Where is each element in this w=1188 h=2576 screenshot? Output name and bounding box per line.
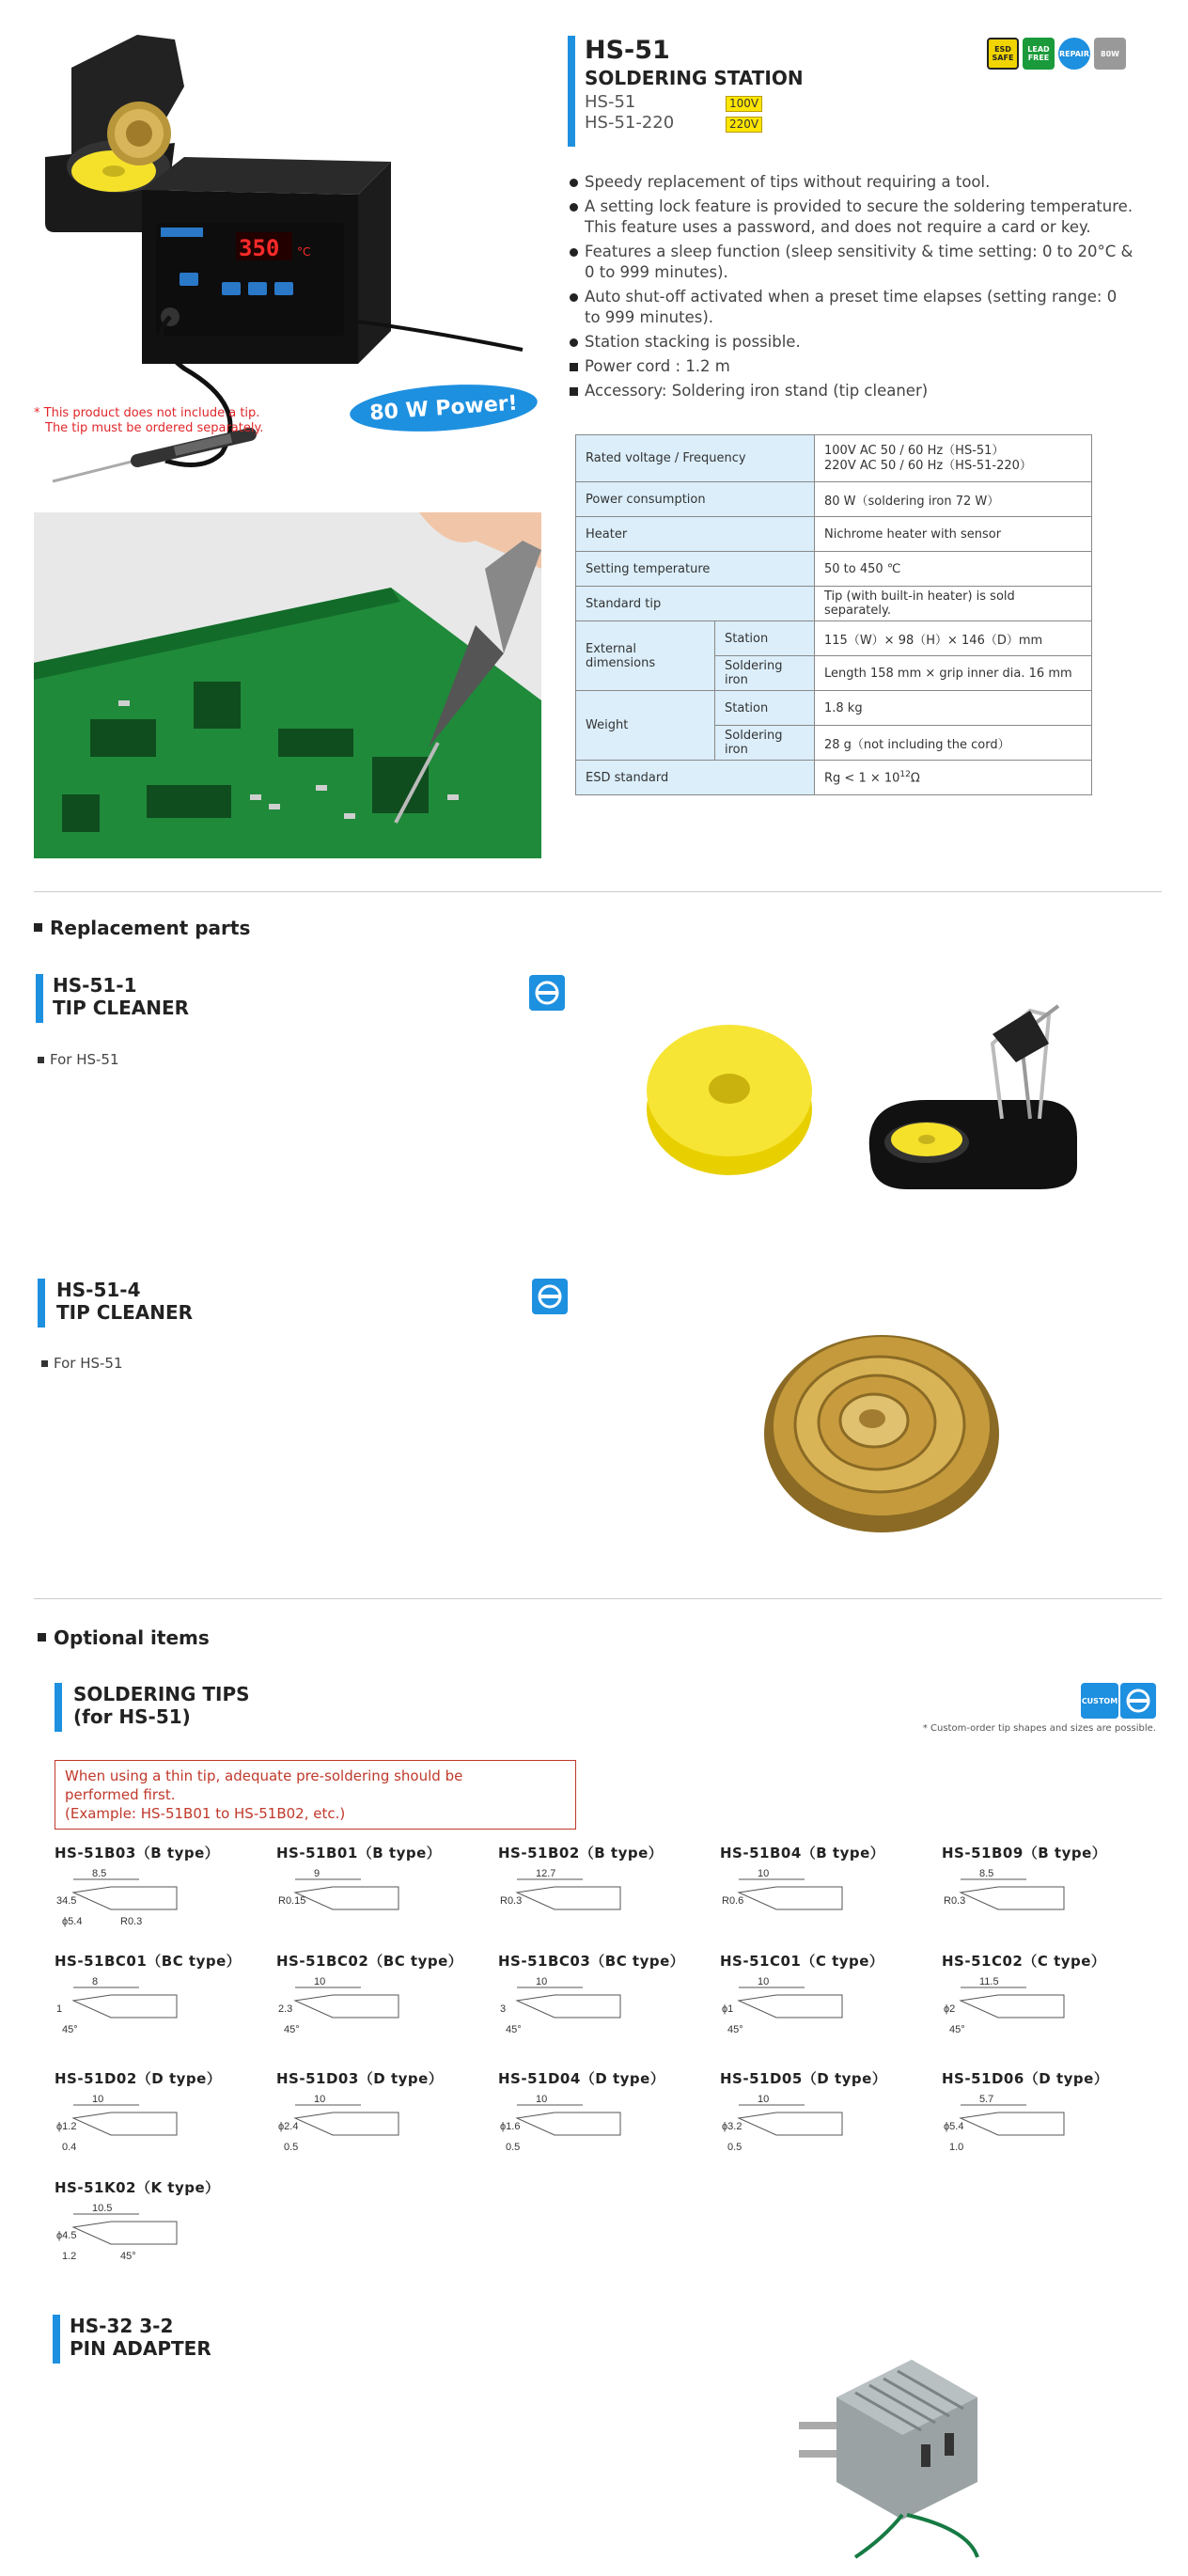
tip-dimension-label: 0.4 [62,2142,77,2153]
tip-dimension-label: ϕ1 [722,2003,734,2015]
spec-value: Length 158 mm × grip inner dia. 16 mm [815,656,1092,691]
tip-name: HS-51D06（D type） [942,2070,1109,2087]
tip-diagram [720,2092,908,2158]
spec-label: Rated voltage / Frequency [576,435,815,482]
tip-dimension-label: 12.7 [536,1868,556,1879]
tip-dimension-label: 5.7 [979,2094,994,2105]
tip-dimension-label: 34.5 [56,1895,77,1907]
tip-outline [739,1887,842,1909]
tip-item [55,1951,271,2045]
voltage-badge: 100V [726,96,762,112]
variant-row [585,113,804,134]
spec-label: Standard tip [576,587,815,621]
product-name: SOLDERING STATION [585,67,804,89]
tip-dimension-label: 2.3 [278,2003,293,2015]
tip-name: HS-51D03（D type） [276,2070,444,2087]
tip-dimension-label: 10 [758,1976,770,1987]
product-model: HS-51 [585,36,670,65]
tip-item [942,1843,1158,1937]
tip-dimension-label: 8.5 [92,1868,107,1879]
table-row [576,761,1092,795]
spec-sublabel: Soldering iron [715,726,815,761]
table-row [576,435,1092,482]
tip-dimension-label: 10 [314,2094,326,2105]
tip-name: HS-51B02（B type） [498,1845,664,1861]
item-model: HS-51-1 [53,974,137,997]
tip-outline [517,2113,620,2135]
image-note-line2: The tip must be ordered separately. [45,421,264,435]
tip-dimension-label: R0.3 [500,1895,523,1907]
tip-diagram [276,1974,464,2040]
tip-outline [73,1995,177,2018]
tip-name: HS-51D02（D type） [55,2070,222,2087]
usage-photo [34,512,541,858]
tip-dimension-label: 0.5 [506,2142,521,2153]
item-note: For HS-51 [41,1355,123,1372]
tip-diagram [55,2092,242,2158]
spec-value: 115（W）× 98（H）× 146（D）mm [815,621,1092,656]
tip-dimension-label: 3 [500,2003,507,2015]
tip-item [498,1951,714,2045]
tips-accent-bar [55,1683,62,1732]
tip-name: HS-51B04（B type） [720,1845,885,1861]
spec-label: External dimensions [576,621,715,691]
tip-outline [295,1887,399,1909]
spec-label: Power consumption [576,482,815,517]
tip-diagram [720,1974,908,2040]
tip-item [720,1951,936,2045]
warning-box [55,1760,576,1830]
tip-dimension-label: 8 [92,1976,99,1987]
tip-item [55,2068,271,2162]
tips-subtitle: (for HS-51) [73,1705,191,1728]
tip-dimension-label: 45° [506,2024,522,2035]
spec-value: Tip (with built-in heater) is sold separately. [815,587,1092,621]
tip-outline [739,1995,842,2018]
tip-dimension-label: 1 [56,2003,63,2015]
item-accent-bar [36,974,43,1023]
tip-outline [295,1995,399,2018]
tip-diagram [942,1866,1130,1932]
feature-item: Station stacking is possible. [570,332,1133,353]
warning-line: (Example: HS-51B01 to HS-51B02, etc.) [65,1805,346,1822]
image-note [34,406,263,436]
spec-value: Nichrome heater with sensor [815,517,1092,552]
tip-diagram [276,2092,464,2158]
tip-item [55,1843,271,1937]
tip-outline [739,2113,842,2135]
tip-diagram [498,1866,686,1932]
tip-dimension-label: 0.5 [284,2142,299,2153]
tip-outline [73,2113,177,2135]
tip-dimension-label: 10 [758,1868,770,1879]
tip-diagram [276,1866,464,1932]
spec-value: 50 to 450 ℃ [815,552,1092,587]
lead-free-badge: LEAD FREE [1023,38,1055,70]
tip-diagram [498,2092,686,2158]
tip-diagram [55,2201,242,2267]
tip-outline [295,2113,399,2135]
feature-item: Features a sleep function (sleep sensitivity & time setting: 0 to 20°C & 0 to 999 minutes). [570,242,1133,283]
power-callout-text: 80 W Power! [368,391,519,425]
tip-dimension-label: 45° [949,2024,965,2035]
optional-heading: Optional items [38,1626,210,1649]
title-accent-bar [568,36,575,147]
tip-name: HS-51D05（D type） [720,2070,887,2087]
tip-dimension-label: 45° [284,2024,300,2035]
repair-badge: REPAIR [1058,38,1090,70]
tip-dimension-label: 10 [536,1976,548,1987]
tip-outline [961,2113,1064,2135]
custom-note: * Custom-order tip shapes and sizes are possible. [922,1723,1156,1734]
repair-icon [532,1279,568,1314]
tip-dimension-label: 45° [120,2251,136,2262]
tip-dimension-label: R0.3 [120,1916,143,1927]
item-accent-bar [38,1279,45,1327]
tip-name: HS-51B09（B type） [942,1845,1107,1861]
tip-dimension-label: 10 [536,2094,548,2105]
tip-item [498,1843,714,1937]
tip-dimension-label: R0.6 [722,1895,744,1907]
table-row [576,691,1092,726]
tip-item [276,1843,492,1937]
tip-item [942,1951,1158,2045]
tip-dimension-label: ϕ2 [944,2003,956,2015]
sponge-image [645,978,1133,1203]
tip-dimension-label: ϕ2.4 [278,2121,299,2132]
tip-dimension-label: R0.3 [944,1895,966,1907]
spec-label: Heater [576,517,815,552]
table-row [576,587,1092,621]
spec-sublabel: Station [715,691,815,726]
tip-item [498,2068,714,2162]
tip-dimension-label: 10 [92,2094,104,2105]
tip-outline [961,1887,1064,1909]
item-note: For HS-51 [38,1051,119,1068]
adapter-model: HS-32 3-2 [70,2315,174,2337]
tip-outline [517,1887,620,1909]
tip-outline [961,1995,1064,2018]
adapter-image [799,2341,1006,2567]
tip-outline [517,1995,620,2018]
tip-dimension-label: 10.5 [92,2203,113,2214]
esd-safe-badge: ESD SAFE [987,38,1019,70]
table-row [576,482,1092,517]
tip-name: HS-51BC02（BC type） [276,1953,463,1970]
tip-dimension-label: ϕ1.2 [56,2121,77,2132]
custom-badge: CUSTOM [1081,1683,1118,1719]
brass-wool-image [759,1321,1004,1537]
spec-value: 1.8 kg [815,691,1092,726]
tip-dimension-label: ϕ5.4 [62,1916,83,1927]
tip-item [720,1843,936,1937]
tip-dimension-label: ϕ5.4 [944,2121,964,2132]
tips-title: SOLDERING TIPS [73,1683,250,1705]
divider [34,891,1162,892]
tip-dimension-label: ϕ1.6 [500,2121,521,2132]
feature-item: Accessory: Soldering iron stand (tip cleaner) [570,381,1133,401]
tip-diagram [720,1866,908,1932]
tip-dimension-label: 0.5 [727,2142,742,2153]
tip-diagram [942,2092,1130,2158]
variant-model: HS-51 [585,92,636,112]
table-row [576,552,1092,587]
tip-name: HS-51C02（C type） [942,1953,1106,1970]
spec-label: Weight [576,691,715,761]
replacement-heading: Replacement parts [34,917,250,939]
tip-outline [73,2222,177,2244]
spec-table [575,434,1092,795]
image-note-line1: * This product does not include a tip. [34,406,260,420]
wattage-badge: 80W [1094,38,1126,70]
tip-name: HS-51B03（B type） [55,1845,220,1861]
warning-line: performed first. [65,1786,176,1803]
table-row [576,517,1092,552]
feature-item: Auto shut-off activated when a preset time elapses (setting range: 0 to 999 minutes). [570,287,1133,328]
item-name: TIP CLEANER [53,997,190,1019]
tip-item [720,2068,936,2162]
tip-diagram [498,1974,686,2040]
tip-dimension-label: 10 [314,1976,326,1987]
spec-value: 28 g（not including the cord） [815,726,1092,761]
tip-name: HS-51BC03（BC type） [498,1953,685,1970]
display-temp: 350 [239,235,280,261]
table-row [576,621,1092,656]
tip-outline [73,1887,177,1909]
tip-dimension-label: 45° [727,2024,743,2035]
spec-label: Setting temperature [576,552,815,587]
display-unit: °C [297,245,311,259]
spec-label: ESD standard [576,761,815,795]
spec-value: 100V AC 50 / 60 Hz（HS-51） 220V AC 50 / 60 Hz（HS-51-220） [815,435,1092,482]
tip-dimension-label: R0.15 [278,1895,306,1907]
feature-item: A setting lock feature is provided to secure the soldering temperature. This feature uses a password, and does not require a card or key. [570,196,1133,238]
feature-item: Power cord : 1.2 m [570,356,1133,377]
variant-row [585,92,804,113]
spec-sublabel: Soldering iron [715,656,815,691]
tip-name: HS-51C01（C type） [720,1953,884,1970]
tip-dimension-label: 8.5 [979,1868,994,1879]
adapter-name: PIN ADAPTER [70,2337,211,2360]
tip-item [276,2068,492,2162]
variant-model: HS-51-220 [585,113,675,133]
tip-name: HS-51BC01（BC type） [55,1953,242,1970]
tip-item [942,2068,1158,2162]
divider [34,1598,1162,1599]
tip-name: HS-51D04（D type） [498,2070,665,2087]
tip-dimension-label: ϕ4.5 [56,2230,77,2241]
spec-value: $Rg < 1 \times 10^{12}\Omega$ [815,761,1092,795]
tip-diagram [55,1866,242,1932]
tip-dimension-label: 1.2 [62,2251,77,2262]
feature-item: Speedy replacement of tips without requiring a tool. [570,172,1133,193]
repair-icon [1120,1683,1156,1719]
item-model: HS-51-4 [56,1279,141,1301]
tip-dimension-label: 10 [758,2094,770,2105]
warning-line: When using a thin tip, adequate pre-soldering should be [65,1767,463,1784]
item-name: TIP CLEANER [56,1301,194,1324]
tip-dimension-label: ϕ3.2 [722,2121,742,2132]
tip-dimension-label: 45° [62,2024,78,2035]
spec-sublabel: Station [715,621,815,656]
tip-dimension-label: 11.5 [979,1976,999,1987]
tip-item [55,2177,271,2271]
feature-list [570,172,1133,405]
tip-dimension-label: 1.0 [949,2142,964,2153]
tip-item [276,1951,492,2045]
tip-diagram [942,1974,1130,2040]
tip-diagram [55,1974,242,2040]
repair-icon [529,975,565,1011]
adapter-accent-bar [53,2315,60,2364]
tip-name: HS-51B01（B type） [276,1845,442,1861]
voltage-badge: 220V [726,117,762,133]
tip-dimension-label: 9 [314,1868,320,1879]
spec-value: 80 W（soldering iron 72 W） [815,482,1092,517]
tip-name: HS-51K02（K type） [55,2179,220,2196]
